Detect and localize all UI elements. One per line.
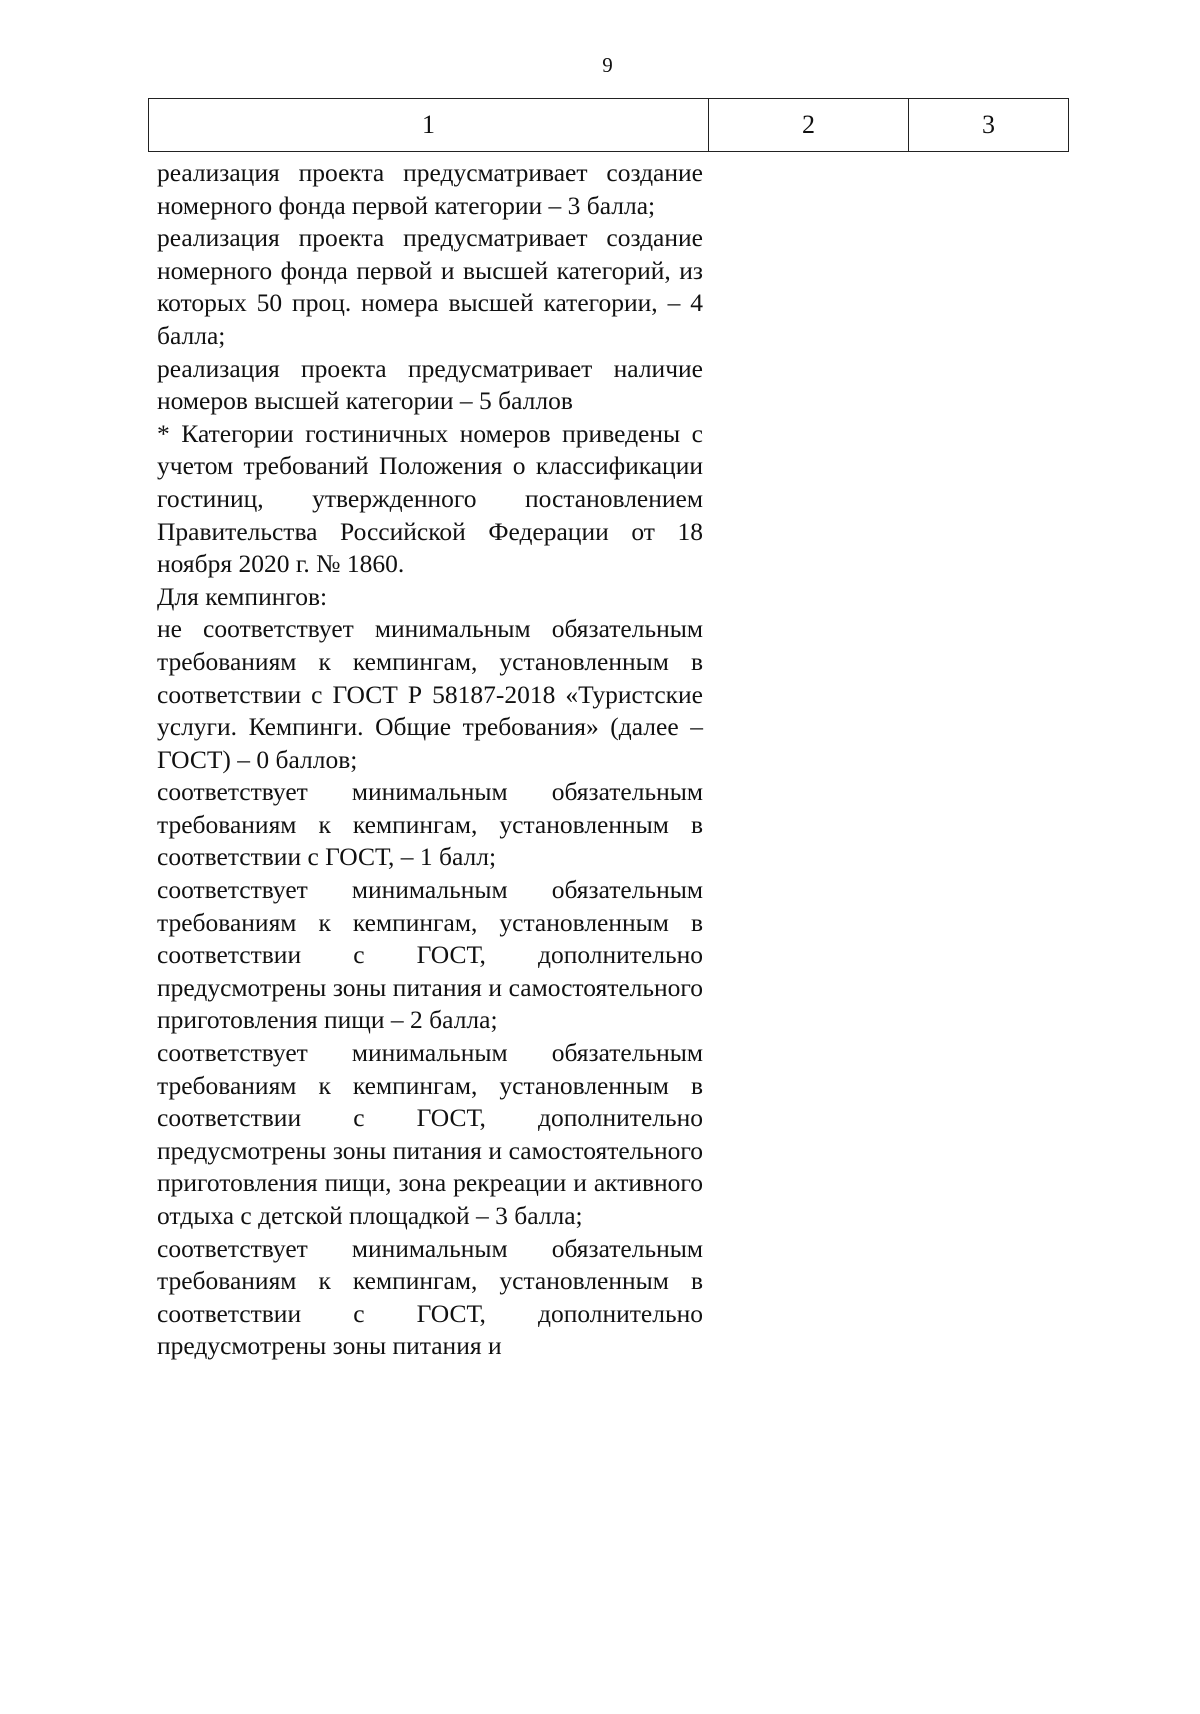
paragraph-first-category: реализация проекта предусматривает создание номерного фонда первой категории – 3 балла; — [157, 158, 703, 220]
paragraph-camping-continued: соответствует минимальным обязательным требованиям к кемпингам, установленным в соответствии с ГОСТ, дополнительно предусмотрены зоны питания и — [157, 1233, 703, 1361]
paragraph-camping-0-points: не соответствует минимальным обязательным требованиям к кемпингам, установленным в соответствии с ГОСТ Р 58187-2018 «Туристские услуги. Кемпинги. Общие требования» (далее – ГОСТ) – 0 баллов; — [157, 614, 703, 774]
paragraph-camping-1-point: соответствует минимальным обязательным требованиям к кемпингам, установленным в соответствии с ГОСТ, – 1 балл; — [157, 777, 703, 872]
column-header-row — [149, 99, 1069, 152]
footnote-room-categories: * Категории гостиничных номеров приведены с учетом требований Положения о классификации гостиниц, утвержденного постановлением Правительства Российской Федерации от 18 ноября 2020 г. № 1860. — [157, 418, 703, 579]
column-header-2: 2 — [709, 99, 909, 152]
paragraph-camping-2-points: соответствует минимальным обязательным требованиям к кемпингам, установленным в соответствии с ГОСТ, дополнительно предусмотрены зоны питания и самостоятельного приготовления пищи – 2 балла; — [157, 875, 703, 1035]
page-number: 9 — [602, 53, 613, 77]
column-header-3: 3 — [909, 99, 1069, 152]
column-header-table — [148, 98, 1069, 152]
paragraph-highest-category: реализация проекта предусматривает наличие номеров высшей категории – 5 баллов — [157, 353, 703, 416]
heading-campings: Для кемпингов: — [157, 581, 328, 611]
criteria-text-column — [157, 157, 703, 1363]
paragraph-first-and-highest-category: реализация проекта предусматривает создание номерного фонда первой и высшей категорий, из которых 50 проц. номера высшей категории, – 4 балла; — [157, 223, 703, 350]
column-header-1: 1 — [149, 99, 709, 152]
paragraph-camping-3-points: соответствует минимальным обязательным требованиям к кемпингам, установленным в соответствии с ГОСТ, дополнительно предусмотрены зоны питания и самостоятельного приготовления пищи, зона рекреации и активного отдыха с детской площадкой – 3 балла; — [157, 1038, 703, 1230]
